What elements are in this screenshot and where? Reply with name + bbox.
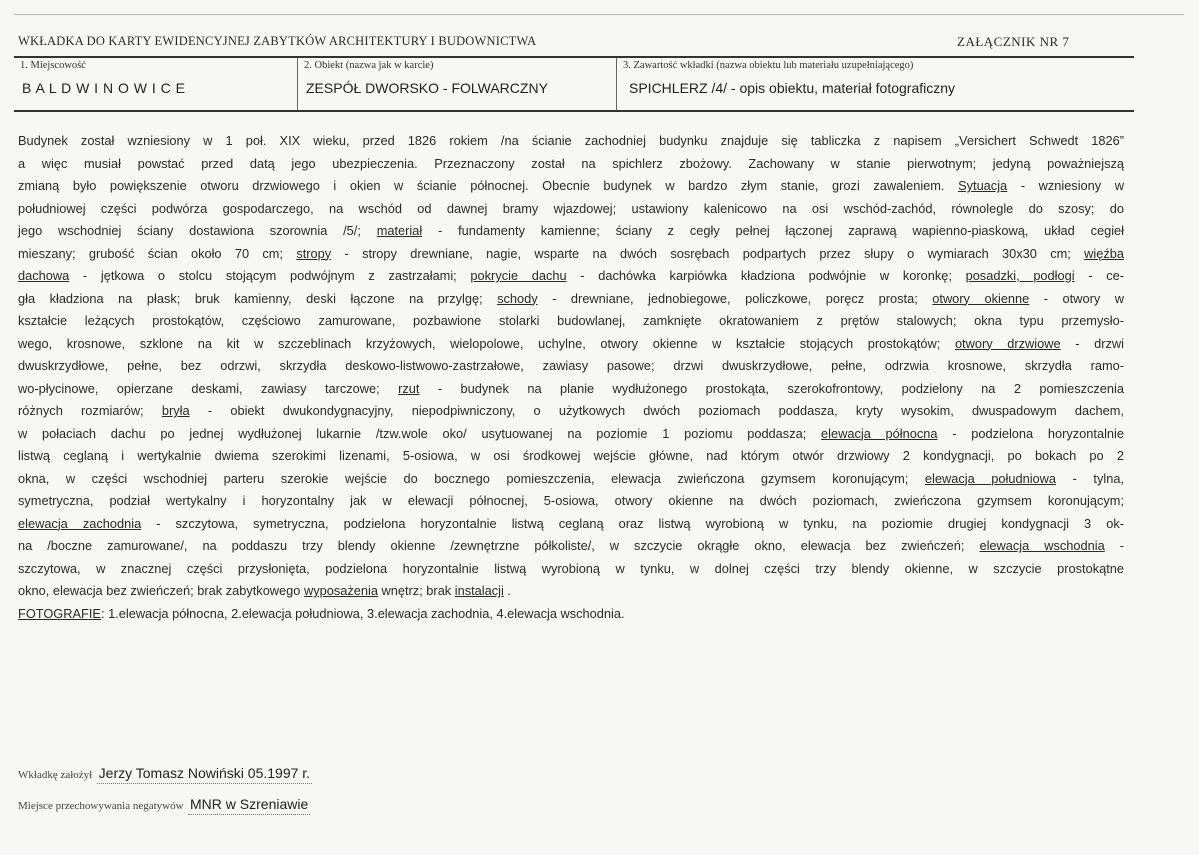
- section-heading: posadzki, podłogi: [965, 268, 1075, 283]
- section-heading: elewacja północna: [821, 425, 938, 441]
- text-segment: - dachówka karpiówka kładziona podwójnie w koronkę;: [566, 268, 966, 283]
- header-separator-1: [297, 58, 298, 110]
- text-line: [18, 153, 1124, 176]
- object-value: ZESPÓŁ DWORSKO - FOLWARCZNY: [306, 80, 548, 96]
- text-line: [18, 603, 1124, 626]
- text-segment: - stropy drewniane, nagie, wsparte na dwóch sosrębach podpartych przez słupy o wymiarach 30x30 cm;: [331, 245, 1085, 261]
- section-heading: dachowa: [18, 268, 70, 283]
- text-segment: różnych rozmiarów;: [18, 403, 162, 418]
- locality-cell: [14, 58, 297, 110]
- text-segment: na /boczne zamurowane/, na poddaszu trzy blendy okienne /zewnętrzne półkoliste/, w szczycie okrągłe okno, elewacja bez zwieńczeń;: [18, 538, 980, 553]
- text-segment: - wzniesiony w: [1007, 178, 1124, 193]
- text-line: [18, 175, 1124, 198]
- section-heading: Sytuacja: [958, 178, 1008, 193]
- text-segment: szczytowa, w znacznej części przysłonięta, podzielona horyzontalnie listwą wyrobioną w tynku, w dolnej części trzy blendy okienne, w szczycie prostokątne: [18, 560, 1124, 576]
- text-segment: kształcie leżących prostokątów, częściowo zamurowane, pozbawione stolarki budowlanej, zamknięte okratowaniem z prętów stalowych; okna typu przemysło-: [18, 313, 1124, 328]
- section-heading: wyposażenia: [303, 583, 378, 598]
- section-heading: schody: [497, 290, 538, 306]
- text-line: [18, 198, 1124, 221]
- annex-number: ZAŁĄCZNIK NR 7: [957, 34, 1070, 49]
- contents-cell: [617, 58, 1134, 110]
- text-line: [18, 288, 1124, 311]
- negatives-location-value: MNR w Szreniawie: [188, 796, 310, 815]
- text-line: [18, 220, 1124, 243]
- text-segment: - obiekt dwukondygnacyjny, niepodpiwniczony, o użytkowych dwóch poziomach poddasza, kryty wysokim, dwuspadowym dachem,: [189, 403, 1124, 418]
- object-cell: [298, 58, 616, 110]
- section-heading: pokrycie dachu: [470, 268, 567, 283]
- footer-negatives-row: [18, 796, 310, 814]
- object-label: 2. Obiekt (nazwa jak w karcie): [304, 60, 434, 71]
- text-segment: - podzielona horyzontalnie: [937, 425, 1125, 441]
- text-line: [18, 130, 1124, 153]
- section-heading: stropy: [296, 245, 332, 261]
- locality-label: 1. Miejscowość: [20, 60, 86, 71]
- header-separator-2: [616, 58, 617, 110]
- section-heading: rzut: [398, 380, 420, 396]
- section-heading: instalacji: [454, 583, 504, 598]
- text-segment: w połaciach dachu po jednej wydłużonej lukarnie /tzw.wole oko/ usytuowanej na poziomie 1 poziomu poddasza;: [18, 425, 822, 441]
- section-heading: elewacja wschodnia: [979, 538, 1105, 553]
- text-segment: zmianą było powiększenie otworu drzwiowego i okien w ścianie północnej. Obecnie budynek w bardzo złym stanie, grozi zawaleniem.: [18, 178, 959, 193]
- text-line: [18, 535, 1124, 558]
- text-line: [18, 310, 1124, 333]
- section-heading: FOTOGRAFIE: [18, 605, 101, 621]
- created-by-value: Jerzy Tomasz Nowiński 05.1997 r.: [97, 765, 312, 784]
- text-segment: : 1.elewacja północna, 2.elewacja południowa, 3.elewacja zachodnia, 4.elewacja wschodnia.: [100, 605, 625, 621]
- section-heading: więźba: [1084, 245, 1124, 261]
- text-segment: listwą ceglaną i wertykalnie dwiema szerokimi lizenami, 5-osiowa, w osi środkowej wejście główne, nad którym otwór drzwiowy 2 kondygnacji, po bokach po 2: [18, 448, 1124, 463]
- text-segment: dwuskrzydłowe, pełne, bez odrzwi, skrzydła deskowo-listwowo-zastrzałowe, zawiasy pasowe; drzwi dwuskrzydłowe, pełne, odrzwia krosnowe, skrzydła ramo-: [18, 358, 1124, 373]
- footer-created-row: [18, 765, 312, 783]
- text-line: [18, 243, 1124, 266]
- section-heading: bryła: [161, 403, 190, 418]
- text-segment: - drewniane, jednobiegowe, policzkowe, poręcz prosta;: [537, 290, 933, 306]
- text-segment: - fundamenty kamienne; ściany z cegły pełnej łączonej zaprawą wapienno-piaskową, układ cegieł: [422, 223, 1125, 238]
- text-line: [18, 333, 1124, 356]
- text-segment: - otwory w: [1029, 290, 1124, 306]
- description-text: [18, 130, 1124, 625]
- text-line: [18, 580, 1124, 603]
- created-by-label: Wkładkę założył: [18, 769, 93, 781]
- text-line: [18, 445, 1124, 468]
- form-title: WKŁADKA DO KARTY EWIDENCYJNEJ ZABYTKÓW ARCHITEKTURY I BUDOWNICTWA: [18, 34, 537, 48]
- text-segment: gła kładziona na płask; bruk kamienny, deski łączone na przylgę;: [18, 290, 498, 306]
- text-segment: okna, w części wschodniej parteru szerokie wejście do bocznego pomieszczenia, elewacja zwieńczona gzymsem koronującym;: [18, 470, 925, 486]
- text-segment: - szczytowa, symetryczna, podzielona horyzontalnie listwą ceglaną oraz listwą wyrobioną w tynku, na poziomie drugiej kondygnacji 3 ok-: [141, 515, 1124, 531]
- text-segment: wnętrz; brak: [377, 583, 455, 598]
- section-heading: elewacja południowa: [924, 470, 1057, 486]
- text-segment: - tylna,: [1056, 470, 1124, 486]
- text-segment: -: [1104, 538, 1124, 553]
- section-heading: materiał: [376, 223, 423, 238]
- contents-label: 3. Zawartość wkładki (nazwa obiektu lub materiału uzupełniającego): [623, 60, 914, 71]
- section-heading: otwory okienne: [932, 290, 1030, 306]
- text-segment: mieszany; grubość ścian około 70 cm;: [18, 245, 297, 261]
- text-segment: południowej części podwórza gospodarczego, na wschód od dawnej bramy wjazdowej; ustawiony kalenicowo na osi wschód-zachód, równolegle do szosy; do: [18, 200, 1124, 216]
- text-segment: jego wschodniej ściany dostawiona szorownia /5/;: [18, 223, 377, 238]
- text-line: [18, 558, 1124, 581]
- locality-value: B A L D W I N O W I C E: [22, 80, 186, 96]
- text-line: [18, 513, 1124, 536]
- text-segment: - budynek na planie wydłużonego prostokąta, szerokofrontowy, podzielony na 2 pomieszczenia: [419, 380, 1124, 396]
- top-border-line: [14, 14, 1184, 15]
- section-heading: elewacja zachodnia: [18, 515, 142, 531]
- text-segment: symetryczna, podział wertykalny i horyzontalny jak w elewacji północnej, 5-osiowa, otwory okienne na dwóch poziomach, zwieńczona gzymsem koronującym;: [18, 493, 1124, 508]
- text-segment: a więc musiał powstać przed datą jego ubezpieczenia. Przeznaczony został na spichlerz zbożowy. Zachowany w stanie pierwotnym; jedyną poważniejszą: [18, 155, 1124, 171]
- text-line: [18, 400, 1124, 423]
- header-rule-bottom: [14, 110, 1134, 112]
- text-line: [18, 265, 1124, 288]
- text-segment: - drzwi: [1060, 335, 1125, 351]
- header-fields-row: [14, 58, 1134, 110]
- text-segment: wo-płycinowe, opierzane deskami, zawiasy tarczowe;: [18, 380, 399, 396]
- text-line: [18, 468, 1124, 491]
- text-segment: - jętkowa o stolcu stojącym podwójnym z zastrzałami;: [69, 268, 471, 283]
- text-line: [18, 423, 1124, 446]
- text-segment: .: [503, 583, 511, 598]
- negatives-location-label: Miejsce przechowywania negatywów: [18, 800, 184, 812]
- text-segment: - ce-: [1074, 268, 1124, 283]
- text-line: [18, 355, 1124, 378]
- text-segment: wego, krosnowe, szklone na kit w szczeblinach krzyżowych, wielopolowe, uchylne, otwory okienne w kształcie stojących prostokątów;: [18, 335, 955, 351]
- text-segment: Budynek został wzniesiony w 1 poł. XIX wieku, przed 1826 rokiem /na ścianie zachodniej budynku znajduje się tabliczka z napisem „Versichert Schwedt 1826”: [18, 133, 1124, 148]
- text-line: [18, 378, 1124, 401]
- text-line: [18, 490, 1124, 513]
- section-heading: otwory drzwiowe: [954, 335, 1061, 351]
- contents-value: SPICHLERZ /4/ - opis obiektu, materiał fotograficzny: [629, 80, 956, 96]
- text-segment: okno, elewacja bez zwieńczeń; brak zabytkowego: [18, 583, 304, 598]
